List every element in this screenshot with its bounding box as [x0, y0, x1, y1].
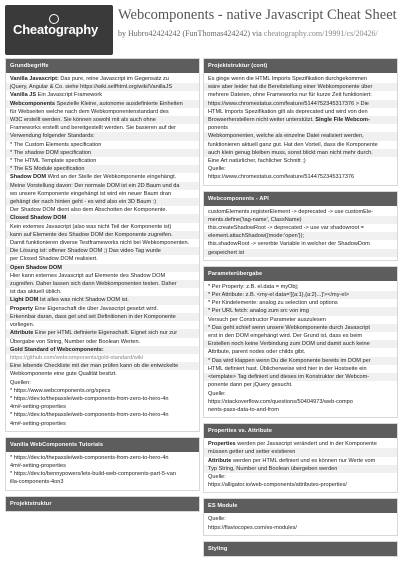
line-text: Hier kann externes Javascript auf Elemente des Shadow DOM — [10, 272, 166, 279]
text-line — [6, 362, 199, 370]
line-text: Wird an der Stelle der Webkomponente eingehängt. — [46, 174, 177, 181]
line-text: * Per Kindelemente: analog zu selection und options — [208, 300, 338, 307]
text-line — [10, 255, 195, 263]
section-vanilla-webcomponents-tutorials — [5, 437, 200, 491]
line-text: Spezielle Kleine, autonome ausdefinierte Einheiten — [54, 100, 183, 107]
line-text: Meine Vorstellung davon: Der normale DOM ist ein 2D Baum und da — [10, 182, 180, 189]
term: Property — [10, 305, 34, 312]
text-line — [204, 249, 397, 257]
line-text: Verwendung folgender Standards: — [10, 133, 95, 140]
sources-label: Quelle: — [208, 516, 226, 523]
term: Attribute — [10, 330, 34, 337]
term: Vanilla Javascript: — [10, 76, 59, 82]
section-properties-vs-attribute — [203, 423, 398, 493]
section-heading: Projektstruktur (cont) — [204, 59, 397, 73]
text-line — [6, 313, 199, 321]
text-line — [6, 214, 199, 222]
text-line — [6, 329, 199, 337]
logo-text: Cheatography — [13, 22, 99, 37]
line-text: gehängt der nach hinten geht - es wird also ein 3D Baum :) — [10, 199, 157, 206]
text-line — [10, 108, 195, 116]
sources-label: Quelle: — [208, 390, 226, 397]
line-text: werden per HTML definiert und es können nur Werte vom — [231, 457, 376, 464]
line-text: Webkomponenten, welche als einzelne Datei realisiert werden, — [208, 133, 364, 140]
term: Single File Webcom- — [313, 117, 370, 124]
section-heading: Properties vs. Attribute — [204, 424, 397, 438]
line-text: * Das wird klappen wenn Du die Komponente bereits im DOM per — [208, 357, 371, 364]
text-line — [208, 157, 393, 165]
text-line — [208, 457, 393, 465]
text-line — [10, 190, 195, 198]
line-text: this.createShadowRoot -> deprecated -> use var shadowroot = — [208, 225, 364, 232]
page-title: Webcomponents - native Javascript Cheat Sheet — [118, 7, 397, 23]
line-text: * The shadow DOM specification — [10, 149, 92, 156]
text-line — [208, 75, 393, 83]
line-text: Eine per HTML definierte Eigenschaft. Eignet sich nur zur — [33, 330, 178, 337]
section-parameter-bergabe — [203, 266, 398, 418]
text-line — [208, 208, 393, 216]
line-text: ponente dann per jQuery gesucht. — [208, 382, 293, 389]
line-text: W3C erstellt werden. Sie können sowohl mit als auch ohne — [10, 117, 156, 124]
line-text: Browserherstellern nicht weiter unterstützt. — [208, 117, 314, 124]
text-line — [10, 157, 195, 165]
line-text: per Closed Shadow DOM realisiert. — [10, 256, 98, 263]
source-link[interactable]: 4m#-setting-properties — [10, 420, 66, 427]
line-text: Erkennbar daran, dass get und set Definitionen in der Komponente — [10, 313, 176, 320]
text-line — [208, 240, 393, 248]
text-line — [208, 299, 393, 307]
section-heading: Styling — [204, 542, 397, 556]
section-heading: Grundbegriffe — [6, 59, 199, 73]
term: Properties — [208, 441, 236, 448]
text-line — [10, 75, 195, 83]
line-text: wäre aber leider hat die Bereitstellung einer Webkomponente über — [208, 84, 373, 91]
page-header — [0, 0, 400, 60]
line-text: werden per Javascript verändert und in der Komponente — [235, 441, 377, 448]
line-text: Die Lösung ist: offener Shadow DOM ;) Das video Tag wurde — [10, 248, 161, 255]
line-text: HTML definiert hast. Üblicherweise wird hier in der Hostseite ein — [208, 365, 367, 372]
text-line — [204, 149, 397, 157]
term: Open Shadow DOM — [10, 264, 62, 271]
text-line — [208, 440, 393, 448]
text-line — [204, 132, 397, 140]
text-line — [204, 357, 397, 365]
section-projektstruktur-cont — [203, 58, 398, 186]
text-line — [10, 91, 195, 99]
text-line — [6, 198, 199, 206]
via-text: via — [252, 29, 262, 38]
text-line — [10, 223, 195, 231]
text-line — [204, 340, 397, 348]
line-text: Ein Javascript Framework — [36, 92, 103, 99]
line-text: element.attachShadow({mode:'open'}); — [208, 233, 305, 240]
line-text: https://www.chromestatus.com/feature/5144752345317376 > Die — [208, 100, 369, 107]
text-line — [208, 91, 393, 99]
section-body — [204, 206, 397, 260]
line-text: * The Custom Elements specification — [10, 141, 102, 148]
text-line — [10, 141, 195, 149]
text-line — [10, 272, 195, 280]
source-link[interactable]: 4m#-setting-properties — [10, 462, 66, 469]
text-line — [204, 232, 397, 240]
text-line — [208, 141, 393, 149]
source-link[interactable]: * https://www.webcomponents.org/specs — [10, 387, 111, 394]
section-styling — [203, 541, 398, 557]
line-text: für Webseiten welche nach dem Webkomponentenstandard des — [10, 108, 169, 115]
text-line — [208, 316, 393, 324]
line-text: müssen getter und setter existieren — [208, 449, 296, 456]
line-text: Ist alles was nicht Shadow DOM ist. — [38, 297, 129, 304]
text-line — [6, 165, 199, 173]
text-line — [204, 83, 397, 91]
text-line — [204, 373, 397, 381]
text-line — [10, 124, 195, 132]
line-text: zugreifen. Daher lassen sich dann Webkomponenten testen. Daher — [10, 281, 177, 288]
line-text: Frameworks erstellt und bereitgestellt werden. Sie basieren auf der — [10, 125, 177, 132]
text-line — [204, 465, 397, 473]
text-line — [208, 108, 393, 116]
sources-label: Quelle: — [208, 166, 226, 173]
line-text: gespeichert ist — [208, 249, 245, 256]
section-body — [6, 73, 199, 431]
sources-label: Quelle: — [208, 473, 226, 480]
line-text: * Per Attribute: z.B. <my-el data='[{a:1},{a:2}...]'></my-el> — [208, 292, 349, 299]
text-line — [6, 231, 199, 239]
byline-prefix: by — [118, 29, 126, 38]
term: Webcomponents — [10, 100, 55, 107]
source-link[interactable]: https://alligator.io/web-components/attributes-properties/ — [208, 482, 347, 489]
line-text: vorliegen. — [10, 322, 35, 329]
text-line — [208, 224, 393, 232]
line-text: customElements.registerElement -> deprecated -> use customEle- — [208, 208, 374, 215]
section-projektstruktur — [5, 496, 200, 512]
text-line — [6, 280, 199, 288]
term: Attribute — [208, 457, 232, 464]
section-webcomponents-api — [203, 191, 398, 261]
line-text: Übergabe von String, Number oder Boolean Werten. — [10, 338, 141, 345]
term: Closed Shadow DOM — [10, 215, 67, 222]
section-body — [6, 452, 199, 490]
text-line — [208, 365, 393, 373]
text-line — [208, 283, 393, 291]
term: Light DOM — [10, 297, 39, 304]
text-line — [10, 354, 195, 362]
line-text: this.shadowRoot -> vererbte Variable in welcher der ShadowDom — [208, 241, 370, 248]
text-line — [6, 247, 199, 255]
text-line — [10, 305, 195, 313]
line-text: * Per Property: z.B. el.data = myObj; — [208, 283, 299, 290]
sources-label: Quellen: — [10, 379, 31, 386]
line-text: kann auf Elemente des Shadow DOM der Komponente zugreifen. — [10, 231, 173, 238]
text-line — [204, 307, 397, 315]
line-text: * Per URL fetch: analog zum src von img — [208, 308, 309, 315]
line-text: Das pure, reine Javascript im Gegensatz zu — [58, 76, 169, 82]
section-body — [204, 73, 397, 185]
text-line — [10, 338, 195, 346]
section-heading: Parameterübergabe — [204, 267, 397, 281]
text-line — [6, 149, 199, 157]
line-text: Es ginge wenn die HTML Imports Spezifikation durchgekommen — [208, 76, 367, 82]
source-link[interactable]: https://www.chromestatus.com/feature/5144752345317376 — [208, 174, 355, 181]
text-line — [208, 348, 393, 356]
line-text: Kein externes Javascript (also was nicht Teil der Komponente ist) — [10, 223, 172, 230]
text-line — [6, 182, 199, 190]
text-line — [204, 116, 397, 124]
text-line — [204, 324, 397, 332]
section-es-module — [203, 498, 398, 535]
section-heading: Projektstruktur — [6, 497, 199, 511]
section-heading: ES Module — [204, 499, 397, 513]
line-text: HTML Imports Spezifikation gilt als deprecated und wird von den — [208, 108, 368, 115]
term: Gold Standard of Webcomponents: — [10, 346, 104, 353]
line-text: Typ String, Number und Boolean übergeben werden — [208, 465, 338, 472]
line-text: ponents — [208, 125, 228, 132]
byline — [118, 29, 398, 38]
section-heading: Webcomponents - API — [204, 192, 397, 206]
line-text: jQuery, Angular & Co. siehe https://wiki.selfhtml.org/wiki/VanillaJS — [10, 84, 173, 91]
text-line — [10, 173, 195, 181]
text-line — [204, 291, 397, 299]
text-line — [208, 332, 393, 340]
source-link[interactable]: 4m#-setting-properties — [10, 404, 66, 411]
section-body — [204, 281, 397, 417]
text-line — [6, 296, 199, 304]
source-link[interactable]: illa-components-4on3 — [10, 479, 64, 486]
source-link[interactable]: * https://dev.to/thepassle/web-components-from-zero-to-hero-4n — [10, 395, 169, 402]
source-link[interactable]: https://stackoverflow.com/questions/50404973/web-compo — [208, 398, 353, 405]
line-text: Eine Eigenschaft die über Javascript gesetzt wird. — [33, 305, 159, 312]
line-text: auch klein genug bleiben muss, sonst blickt man nicht mehr durch. — [208, 149, 373, 156]
text-line — [6, 132, 199, 140]
source-link[interactable]: nents-pass-data-to-and-from — [208, 406, 279, 413]
line-text: Attribute, parent nodes oder childs gibt. — [208, 349, 306, 356]
line-text: Eine lebende Checkliste mit der man prüfen kann ob die entwickelte — [10, 363, 179, 370]
source-link[interactable]: * https://dev.to/thepassle/web-components-from-zero-to-hero-4n — [10, 454, 169, 461]
text-line — [204, 216, 397, 224]
text-line — [10, 370, 195, 378]
line-text: Versuch per Constructor Parameter auszulesen — [208, 316, 326, 323]
line-text: ments.define('tag-name', ClassName) — [208, 216, 302, 223]
text-line — [10, 206, 195, 214]
term: Vanilla JS — [10, 92, 37, 99]
text-line — [208, 381, 393, 389]
line-text: Eine Art natürlicher, fachlicher Schnitt ;) — [208, 158, 306, 165]
line-text: * Das geht schief wenn unsere Webkomponente durch Javascript — [208, 324, 370, 331]
line-text: Erstellen noch keine Verbindung zum DOM und damit auch keine — [208, 341, 370, 348]
section-body — [204, 513, 397, 534]
source-link[interactable]: https://flaviocopes.com/es-modules/ — [208, 524, 297, 531]
right-column — [203, 58, 398, 562]
text-line — [208, 124, 393, 132]
text-line — [10, 288, 195, 296]
line-text: ist das aktuell üblich. — [10, 289, 62, 296]
text-line — [204, 100, 397, 108]
section-grundbegriffe — [5, 58, 200, 432]
left-column — [5, 58, 200, 517]
text-line — [10, 239, 195, 247]
text-line — [6, 264, 199, 272]
section-body — [204, 438, 397, 492]
text-line — [6, 116, 199, 124]
line-text: Der Shadow DOM dient also dem Abschotten der Komponente. — [10, 207, 168, 214]
text-line — [6, 346, 199, 354]
author-link[interactable]: Hubro42424242 (FunThomas424242) — [128, 29, 250, 38]
text-line — [10, 321, 195, 329]
source-link[interactable]: * https://dev.to/thepassle/web-components-from-zero-to-hero-4n — [10, 412, 169, 419]
line-text: erst in den DOM eingehängt wird. Der Grund ist, dass es beim — [208, 333, 363, 340]
text-line — [204, 448, 397, 456]
line-text: Damit funktionieren diverse Testframeworks nicht bei Webkomponenten. — [10, 240, 190, 247]
line-text: <template> Tag definiert und dieses im Konstruktor der Webcom- — [208, 374, 370, 381]
cheatography-logo[interactable] — [5, 5, 113, 55]
cheatsheet-link[interactable]: cheatography.com/19991/cs/20426/ — [263, 29, 378, 38]
line-text: mehrere Dateien, ohne Frameworks nur für kurze Zeit funktioniert: — [208, 92, 372, 99]
line-text: funktionieren aktuell ganz gut. Hat den Vorteil, dass die Komponente — [208, 141, 378, 148]
text-line — [6, 100, 199, 108]
line-text: * The ES Module specification — [10, 166, 85, 173]
term: Shadow DOM — [10, 174, 47, 181]
source-link[interactable]: * https://dev.to/bennypowers/lets-build-web-components-part-5-van — [10, 471, 176, 478]
line-text: Webkomponente eine gute Qualität besitzt. — [10, 371, 117, 378]
section-heading: Vanilla WebComponents Tutorials — [6, 438, 199, 452]
text-line — [6, 83, 199, 91]
line-text: * The HTML Template specification — [10, 158, 97, 165]
link-text[interactable]: https://github.com/webcomponents/gold-standard/wiki — [10, 354, 144, 361]
line-text: wo unsere Komponente eingehängt ist wird ein neuer Baum dran — [10, 190, 172, 197]
